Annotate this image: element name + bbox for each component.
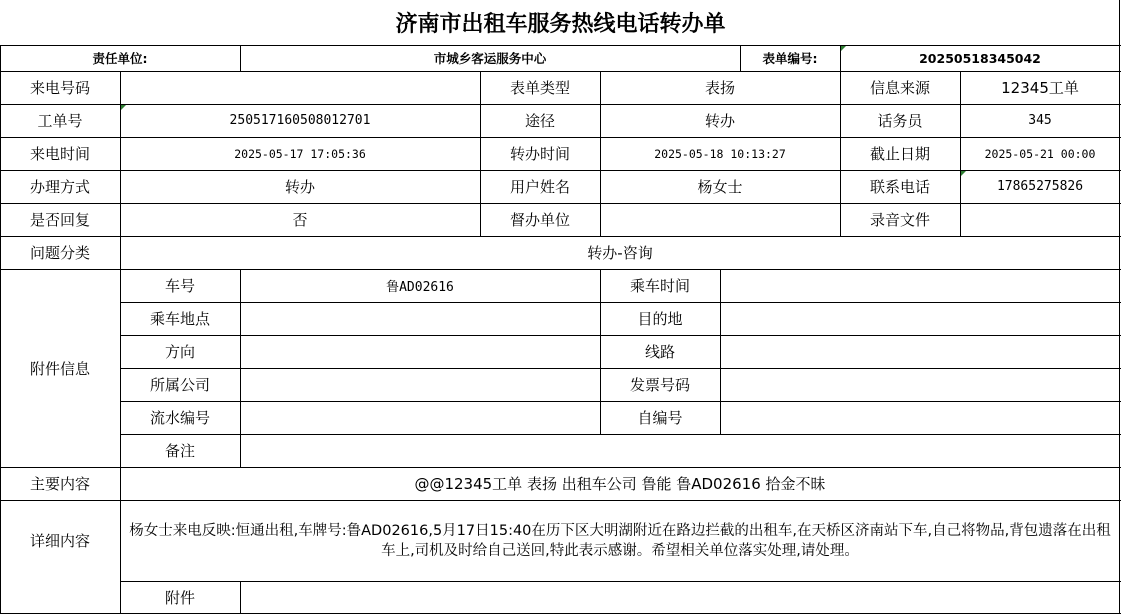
phone-label: 联系电话 xyxy=(869,178,930,196)
route-value xyxy=(720,335,1120,368)
detail-label: 详细内容 xyxy=(29,532,90,550)
user-name-value: 杨女士 xyxy=(697,178,743,196)
grid-line xyxy=(0,269,1121,270)
call-time-label: 来电时间 xyxy=(29,145,90,163)
company-label: 所属公司 xyxy=(149,376,210,394)
invoice-value xyxy=(720,368,1120,401)
caller-number-label: 来电号码 xyxy=(29,79,90,97)
recording-label: 录音文件 xyxy=(869,211,930,229)
self-no-label: 自编号 xyxy=(637,409,683,427)
self-no-value xyxy=(720,401,1120,434)
grid-line xyxy=(0,71,1121,72)
grid-line xyxy=(0,45,1121,46)
plate-label: 车号 xyxy=(164,277,195,295)
grid-line xyxy=(600,71,601,236)
operator-label: 话务员 xyxy=(877,112,923,130)
grid-line xyxy=(0,170,1121,171)
remark-value xyxy=(240,434,1120,467)
call-time-value: 2025-05-17 17:05:36 xyxy=(234,146,366,161)
route-label: 线路 xyxy=(644,343,675,361)
grid-line xyxy=(120,434,1121,435)
pickup-label: 乘车地点 xyxy=(149,310,210,328)
grid-line xyxy=(120,71,121,613)
grid-line xyxy=(240,269,241,467)
handle-method-value: 转办 xyxy=(284,178,315,196)
form-table xyxy=(0,45,1121,614)
company-value xyxy=(240,368,600,401)
resp-unit-value: 市城乡客运服务中心 xyxy=(433,51,547,66)
operator-value: 345 xyxy=(1028,113,1052,128)
destination-label: 目的地 xyxy=(637,310,683,328)
grid-line xyxy=(0,137,1121,138)
grid-line xyxy=(120,335,1121,336)
supervise-label: 督办单位 xyxy=(509,211,570,229)
caller-number-value xyxy=(120,71,480,104)
ticket-no-label: 工单号 xyxy=(37,112,83,130)
transfer-time-label: 转办时间 xyxy=(509,145,570,163)
grid-line xyxy=(0,45,1,614)
grid-line xyxy=(840,71,841,236)
grid-line xyxy=(120,401,1121,402)
direction-value xyxy=(240,335,600,368)
form-type-value: 表扬 xyxy=(704,79,735,97)
grid-line xyxy=(600,269,601,434)
user-name-label: 用户姓名 xyxy=(509,178,570,196)
transfer-time-value: 2025-05-18 10:13:27 xyxy=(654,146,786,161)
phone-value: 17865275826 xyxy=(996,179,1084,194)
detail-value: 杨女士来电反映:恒通出租,车牌号:鲁AD02616,5月17日15:40在历下区大明湖附近在路边拦截的出租车,在天桥区济南站下车,自己将物品,背包遗落在出租车上,司机及时给自己送回,特此表示感谢。希望相关单位落实处理,请处理。 xyxy=(129,522,1111,559)
direction-label: 方向 xyxy=(164,343,195,361)
cell-marker-icon xyxy=(841,46,846,51)
grid-line xyxy=(1119,45,1120,614)
info-source-value: 12345工单 xyxy=(1001,79,1079,97)
main-content-value: @@12345工单 表扬 出租车公司 鲁能 鲁AD02616 拾金不昧 xyxy=(414,475,826,493)
category-label: 问题分类 xyxy=(29,244,90,262)
main-content-label: 主要内容 xyxy=(29,475,90,493)
attachment-section-label: 附件信息 xyxy=(29,359,90,378)
grid-line xyxy=(120,302,1121,303)
grid-line xyxy=(240,45,241,71)
grid-line xyxy=(740,45,741,71)
serial-value xyxy=(240,401,600,434)
channel-label: 途径 xyxy=(524,112,555,130)
grid-line xyxy=(240,581,241,613)
category-value: 转办-咨询 xyxy=(587,244,653,262)
grid-line xyxy=(0,104,1121,105)
destination-value xyxy=(720,302,1120,335)
ride-time-value xyxy=(720,269,1120,302)
grid-line xyxy=(0,500,1121,501)
form-no-value: 20250518345042 xyxy=(919,50,1041,66)
grid-line xyxy=(480,71,481,236)
form-no-label: 表单编号: xyxy=(762,51,818,66)
ride-time-label: 乘车时间 xyxy=(629,277,690,295)
supervise-value xyxy=(600,203,840,236)
plate-value: 鲁AD02616 xyxy=(386,280,454,295)
grid-line xyxy=(960,71,961,236)
pickup-value xyxy=(240,302,600,335)
resp-unit-label: 责任单位: xyxy=(92,51,148,66)
reply-value: 否 xyxy=(292,211,308,229)
channel-value: 转办 xyxy=(704,112,735,130)
title-border xyxy=(1119,0,1120,45)
attach-label: 附件 xyxy=(164,588,195,607)
serial-label: 流水编号 xyxy=(149,409,210,427)
deadline-value: 2025-05-21 00:00 xyxy=(984,146,1096,161)
grid-line xyxy=(720,269,721,434)
invoice-label: 发票号码 xyxy=(629,376,690,394)
reply-label: 是否回复 xyxy=(29,211,90,229)
form-title: 济南市出租车服务热线电话转办单 xyxy=(395,11,726,37)
grid-line xyxy=(120,368,1121,369)
grid-line xyxy=(0,236,1121,237)
cell-marker-icon xyxy=(121,105,126,110)
recording-value xyxy=(960,203,1120,236)
cell-marker-icon xyxy=(961,171,966,176)
grid-line xyxy=(0,467,1121,468)
form-type-label: 表单类型 xyxy=(509,79,570,97)
grid-line xyxy=(120,581,1121,582)
attach-value xyxy=(240,581,1120,613)
info-source-label: 信息来源 xyxy=(869,79,930,97)
grid-line xyxy=(0,203,1121,204)
deadline-label: 截止日期 xyxy=(869,145,930,163)
handle-method-label: 办理方式 xyxy=(29,178,90,196)
ticket-no-value: 250517160508012701 xyxy=(229,113,371,128)
remark-label: 备注 xyxy=(164,442,195,460)
